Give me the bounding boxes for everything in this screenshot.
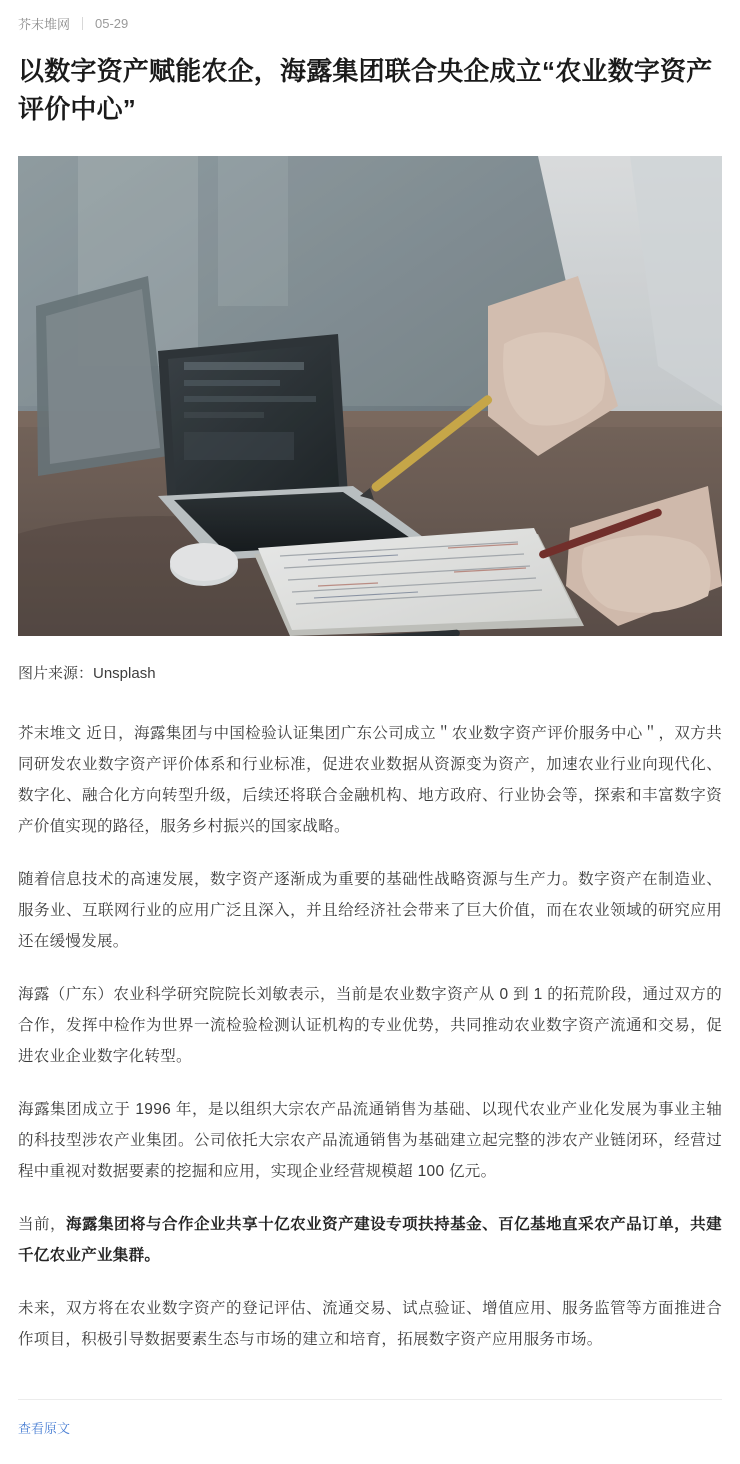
paragraph-1 [18, 718, 722, 842]
paragraph-run: 海露集团成立于 1996 年，是以组织大宗农产品流通销售为基础、以现代农业产业化发展为事业主轴的科技型涉农产业集团。公司依托大宗农产品流通销售为基础建立起完整的涉农产业链闭环，经营过程中重视对数据要素的挖掘和应用，实现企业经营规模超 100 亿元。 [18, 1101, 722, 1181]
paragraph-run: 海露（广东）农业科学研究院院长刘敏表示，当前是农业数字资产从 0 到 1 的拓荒阶段，通过双方的合作，发挥中检作为世界一流检验检测认证机构的专业优势，共同推动农业数字资产流通和交易，促进农业企业数字化转型。 [18, 986, 722, 1066]
paragraph-3 [18, 979, 722, 1072]
page-title: 以数字资产赋能农企，海露集团联合央企成立“农业数字资产评价中心” [18, 56, 713, 124]
article-body [18, 686, 722, 1355]
view-original-link[interactable]: 查看原文 [18, 1421, 71, 1437]
source-name: 芥末堆网 [18, 17, 71, 32]
article-meta [0, 0, 740, 43]
paragraph-run-bold: 海露集团将与合作企业共享十亿农业资产建设专项扶持基金、百亿基地直采农产品订单，共建千亿农业产业集群。 [18, 1216, 722, 1265]
paragraph-6 [18, 1293, 722, 1355]
hero-image-graphic [18, 156, 722, 636]
paragraph-run: 芥末堆文 近日，海露集团与中国检验认证集团广东公司成立＂农业数字资产评价服务中心＂，双方共同研发农业数字资产评价体系和行业标准，促进农业数据从资源变为资产，加速农业行业向现代化、数字化、融合化方向转型升级，后续还将联合金融机构、地方政府、行业协会等，探索和丰富数字资产价值实现的路径，服务乡村振兴的国家战略。 [18, 725, 722, 836]
paragraph-2 [18, 864, 722, 957]
meta-divider [82, 17, 83, 30]
article-footer [18, 1399, 722, 1464]
paragraph-5 [18, 1209, 722, 1271]
paragraph-run: 随着信息技术的高速发展，数字资产逐渐成为重要的基础性战略资源与生产力。数字资产在制造业、服务业、互联网行业的应用广泛且深入，并且给经济社会带来了巨大价值，而在农业领域的研究应用还在缓慢发展。 [18, 871, 722, 951]
paragraph-run: 未来，双方将在农业数字资产的登记评估、流通交易、试点验证、增值应用、服务监管等方面推进合作项目，积极引导数据要素生态与市场的建立和培育，拓展数字资产应用服务市场。 [18, 1300, 722, 1349]
image-caption: 图片来源：Unsplash [18, 665, 156, 683]
hero-image [18, 156, 722, 636]
publish-date: 05-29 [95, 16, 129, 31]
paragraph-run: 当前， [18, 1216, 67, 1234]
paragraph-4 [18, 1094, 722, 1187]
